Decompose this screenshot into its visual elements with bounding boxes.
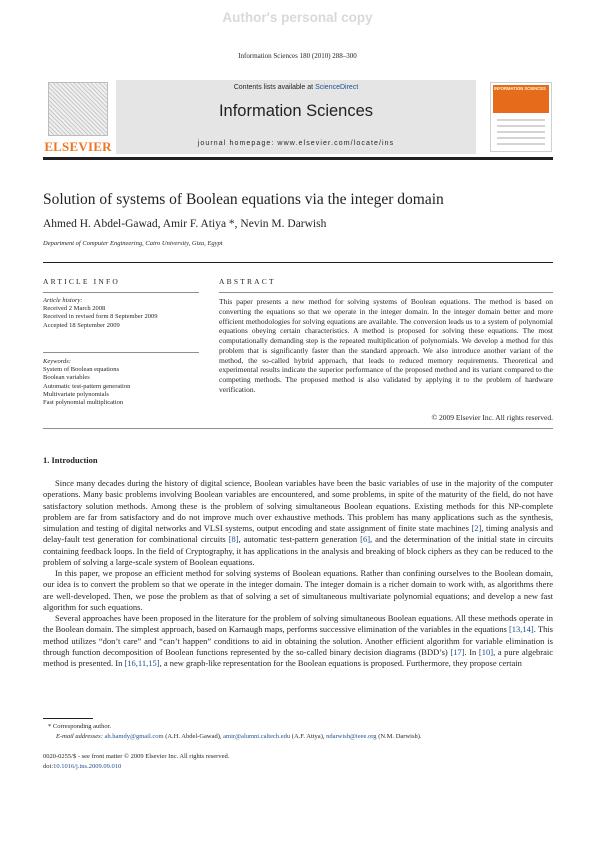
article-title: Solution of systems of Boolean equations via the integer domain [43, 191, 444, 208]
doi-line [43, 762, 229, 772]
text: . This method utilizes “don’t care” and “can’t happen” conditions to aid in obtaining the solution. Another efficient algorithm for variable elimination is through function decomposition of Boolean functions represented by the so-called binary decision diagrams (BDD’s) [43, 624, 553, 657]
text: , a pure algebraic method is presented. In [43, 646, 553, 668]
keyword-item: Fast polynomial multiplication [43, 399, 124, 407]
citation-link[interactable]: [17] [450, 646, 465, 657]
abstract-copyright: © 2009 Elsevier Inc. All rights reserved. [431, 413, 553, 422]
paragraph [43, 613, 553, 669]
text: , timing analysis and delay-fault test generation for combinational circuits [43, 523, 553, 545]
contents-prefix: Contents lists available at [233, 84, 314, 91]
citation-link[interactable]: [13,14] [508, 624, 534, 635]
doi-link[interactable]: 10.1016/j.ins.2009.09.010 [53, 762, 122, 770]
history-label: Article history: [43, 297, 83, 304]
history-revised: Received in revised form 8 September 2009 [43, 313, 158, 321]
abstract-text: This paper presents a new method for solving systems of Boolean equations. The method is based on converting the equations so that we operate in the integer domain. In the integer domain better and more efficient methodologies for solving equations are available. The conversion leads us to a system of polynomial equations obeying certain characteristics. A method is proposed for solving these equations. The most computationally demanding step is the repeated multiplication of polynomials. We develop a method for this problem that is significantly faster than the standard approach. We also introduce another variant of the method, the so-called hybrid approach, that leads to reduced memory requirements. Theoretical and experimental results indicate the superior performance of the proposed method and its variant compared to the competing methods. The proposed method is also validated by applying it to the problem of hardware verification. [219, 297, 553, 394]
introduction-body [43, 478, 553, 669]
contents-line [116, 84, 476, 91]
elsevier-wordmark: ELSEVIER [44, 139, 112, 154]
history-received: Received 2 March 2008 [43, 305, 106, 313]
journal-name: Information Sciences [218, 102, 374, 120]
keyword-item: System of Boolean equations [43, 366, 120, 374]
watermark: Author's personal copy [222, 10, 373, 25]
title-rule [43, 262, 553, 263]
text: , automatic test-pattern generation [238, 534, 361, 545]
keyword-item: Boolean variables [43, 374, 90, 382]
issn-block [43, 752, 229, 771]
email-link[interactable]: amir@alumni.caltech.edu [223, 732, 291, 740]
abstract-heading: ABSTRACT [219, 277, 276, 286]
email-addresses [48, 732, 553, 742]
email-owner: (A.F. Atiya), [291, 732, 325, 740]
citation-link[interactable]: [2] [471, 523, 482, 533]
footnote [48, 722, 553, 741]
text: . In [464, 646, 479, 657]
doi-prefix: doi: [43, 762, 54, 770]
elsevier-tree-icon [48, 82, 108, 136]
article-info-heading: ARTICLE INFO [43, 277, 120, 286]
email-owner: (A.H. Abdel-Gawad), [165, 732, 222, 740]
keyword-item: Automatic test-pattern generation [43, 382, 131, 390]
keywords-label: Keywords: [43, 358, 71, 365]
text: , and the determination of the initial state in circuits containing feedback loops. In the field of Cryptography, it has applications in the analysis and breaking of block ciphers as they can be reduced to the problem of solving a large-scale system of Boolean equations. [43, 534, 553, 567]
email-link[interactable]: ndarwish@ieee.org [326, 732, 377, 740]
text: Since many decades during the history of digital science, Boolean variables have been the basic variables of use in the majority of the computer operations. Many basic problems involving Boolean variables are encountered, and some problems, in spite of the maturity of the field, do not have satisfactory solution methods. Among these is the problem of solving simultaneous Boolean equations. Existing methods for this NP-complete problem are far from satisfactory and do not improve much over exhaustive methods. This problem has many applications such as the synthesis, simulation and testing of digital networks and VLSI systems, output encoding and state assignment of finite state machines [43, 478, 553, 533]
journal-banner [116, 80, 476, 154]
header-rule [43, 157, 553, 160]
email-label: E-mail addresses: [56, 732, 103, 740]
email-link[interactable]: ah.hamdy@gmail.com [104, 732, 164, 740]
paragraph: In this paper, we propose an efficient method for solving systems of Boolean equations. Rather than confining ourselves to the Boolean domain, our idea is to convert the problem so that we operate in the integer domain. The integer domain is a richer domain to work with, as algorithms there are well-developed. Then, we pose the problem as that of solving a set of simultaneous multivariate polynomial equations; and develop a new fast algorithm for such equations. [43, 568, 553, 612]
paragraph [43, 478, 553, 568]
email-owner: (N.M. Darwish). [378, 732, 422, 740]
author-affiliation: Department of Computer Engineering, Cairo University, Giza, Egypt [43, 240, 223, 247]
citation-link[interactable]: [10] [478, 646, 494, 657]
keyword-item: Multivariate polynomials [43, 390, 109, 398]
citation-link[interactable]: [16,11,15] [124, 658, 160, 668]
text: , a new graph-like representation for the Boolean equations is proposed. Furthermore, they propose certain [159, 658, 522, 668]
corresponding-author-note: * Corresponding author. [48, 723, 112, 730]
abstract-bottom-rule [43, 428, 553, 429]
article-authors: Ahmed H. Abdel-Gawad, Amir F. Atiya *, Nevin M. Darwish [43, 218, 327, 230]
journal-homepage[interactable]: journal homepage: www.elsevier.com/locate/ins [197, 140, 395, 147]
issn-line: 0020-0255/$ - see front matter © 2009 Elsevier Inc. All rights reserved. [43, 753, 230, 760]
sciencedirect-link[interactable]: ScienceDirect [315, 84, 359, 91]
cover-title: INFORMATION SCIENCES [494, 86, 546, 91]
article-history [43, 297, 157, 330]
section-heading-introduction: 1. Introduction [43, 455, 98, 465]
journal-cover-image [490, 82, 552, 152]
article-info-rule [43, 292, 199, 293]
keywords-rule [43, 352, 199, 353]
abstract-rule [219, 292, 553, 293]
keywords-block [43, 358, 130, 407]
citation-link[interactable]: [6] [360, 534, 371, 545]
text: Several approaches have been proposed in the literature for the problem of solving simultaneous Boolean equations. All these methods operate in the Boolean domain. The simplest approach, based on Karnaugh maps, performs successive elimination of the variables in the equations [43, 613, 553, 635]
history-accepted: Accepted 18 September 2009 [43, 321, 120, 329]
elsevier-logo[interactable] [44, 82, 112, 152]
footnote-rule [43, 718, 93, 719]
cover-text-lines [497, 119, 545, 149]
journal-citation: Information Sciences 180 (2010) 288–300 [238, 52, 357, 60]
citation-link[interactable]: [8] [228, 534, 239, 545]
